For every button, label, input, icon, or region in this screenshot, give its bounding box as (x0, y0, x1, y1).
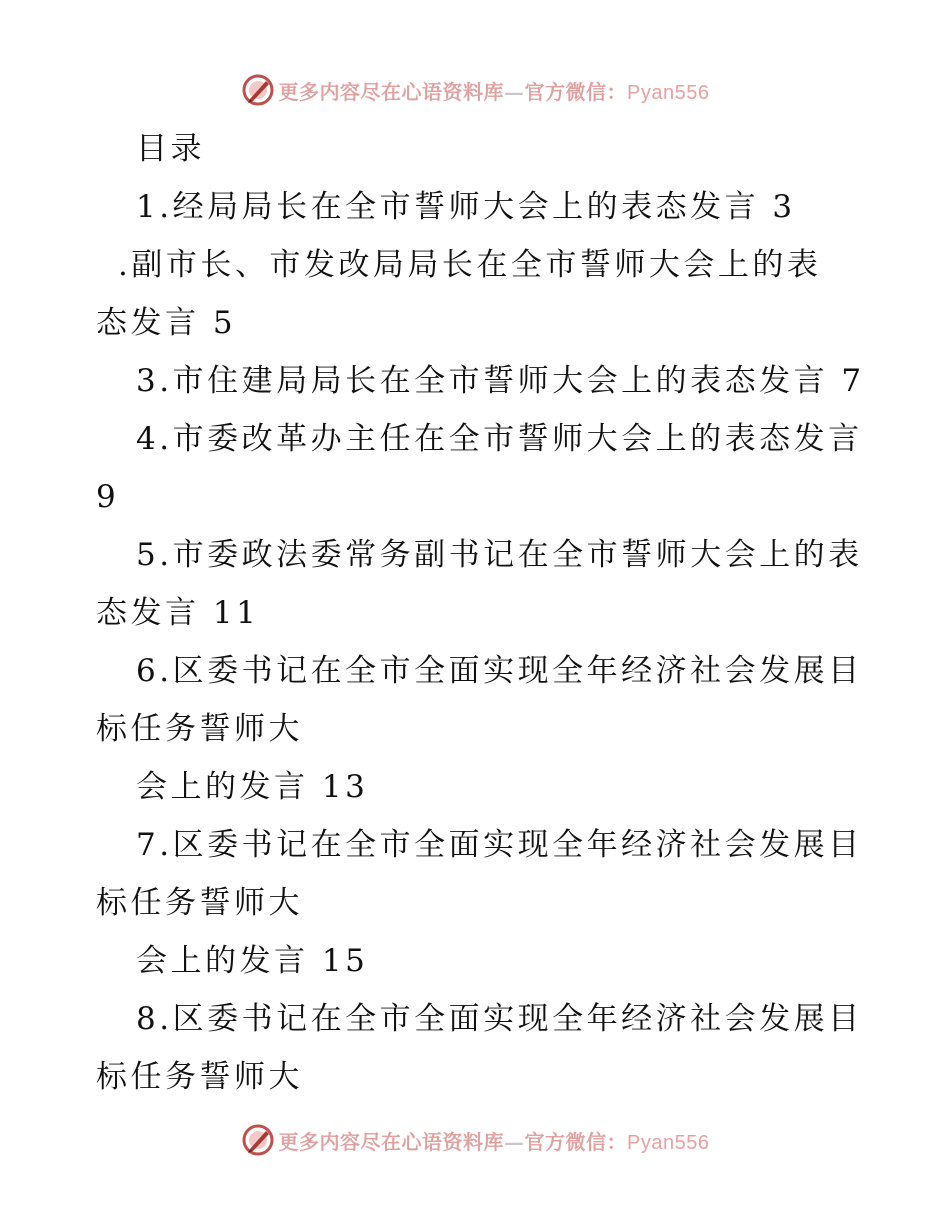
toc-line: 6.区委书记在全市全面实现全年经济社会发展目 (136, 653, 863, 689)
toc-line: 标任务誓师大 (96, 711, 303, 747)
toc-line: 会上的发言 13 (136, 769, 369, 805)
banner-label: 官方微信： (524, 79, 628, 104)
toc-line: 8.区委书记在全市全面实现全年经济社会发展目 (136, 1001, 863, 1037)
toc-line: 4.市委改革办主任在全市誓师大会上的表态发言 (136, 421, 863, 457)
toc-line: 7.区委书记在全市全面实现全年经济社会发展目 (136, 827, 863, 863)
header-banner (0, 70, 950, 110)
banner-main-text: 更多内容尽在心语资料库 (278, 1129, 505, 1154)
toc-line: 9 (96, 479, 120, 515)
toc-line: 态发言 11 (96, 595, 260, 631)
banner-dash: — (504, 79, 525, 104)
toc-line: 3.市住建局局长在全市誓师大会上的表态发言 7 (136, 363, 865, 399)
banner-wechat-id: Pyan556 (627, 81, 710, 104)
toc-line: 1.经局局长在全市誓师大会上的表态发言 3 (136, 189, 796, 225)
footer-banner (0, 1120, 950, 1160)
toc-content (96, 120, 865, 1106)
pen-logo-icon (241, 73, 275, 107)
toc-title: 目录 (136, 131, 205, 167)
banner-text (279, 76, 710, 105)
toc-line: .副市长、市发改局局长在全市誓师大会上的表 (118, 247, 822, 283)
banner-dash: — (504, 1129, 525, 1154)
toc-line: 会上的发言 15 (136, 943, 369, 979)
toc-line: 5.市委政法委常务副书记在全市誓师大会上的表 (136, 537, 863, 573)
toc-line: 标任务誓师大 (96, 1059, 303, 1095)
banner-label: 官方微信： (524, 1129, 628, 1154)
toc-line: 态发言 5 (96, 305, 237, 341)
banner-text (279, 1126, 710, 1155)
pen-logo-icon (241, 1123, 275, 1157)
toc-line: 标任务誓师大 (96, 885, 303, 921)
banner-wechat-id: Pyan556 (627, 1131, 710, 1154)
banner-main-text: 更多内容尽在心语资料库 (278, 79, 505, 104)
